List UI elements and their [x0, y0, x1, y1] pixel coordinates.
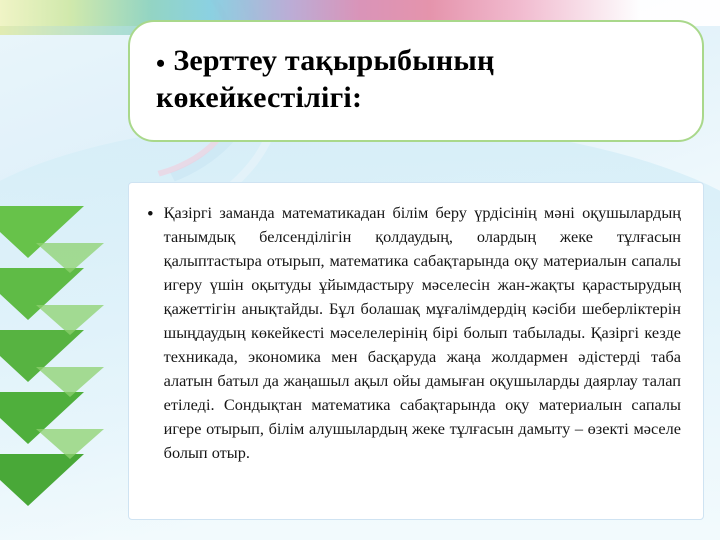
chevron-arrow-small-icon	[36, 243, 104, 273]
chevron-arrow-small-icon	[36, 305, 104, 335]
chevron-arrow-small-icon	[36, 429, 104, 459]
slide-title-card	[128, 20, 704, 142]
page-title	[156, 43, 676, 116]
chevron-arrow-icon	[0, 454, 84, 506]
chevron-arrow-small-icon	[36, 367, 104, 397]
body-bullet-icon: •	[147, 204, 154, 225]
title-bullet-icon: •	[156, 48, 166, 78]
slide-body-card	[128, 182, 704, 520]
body-paragraph: Қазіргі заманда математикадан білім беру үрдісінің мәні оқушылардың танымдық белсенділігін қолдаудың, олардың жеке тұлғасын қалыптастыра отырып, математика сабақтарында оқу материалын сапалы игеру үшін оқытуды ұйымдастыру мәселесін жан-жақты қарастырудың қажеттігін анықтайды. Бұл болашақ мұғалімдердің кәсіби шеберліктерін шыңдаудың көкейкесті мәселелерінің бірі болып табылады. Қазіргі кезде техникада, экономика мен басқаруда жаңа жолдармен әдістерді таба алатын батыл да жаңашыл ақыл ойы дамыған оқушыларды даярлау талап етіледі. Сондықтан математика сабақтарында оқу материалын сапалы игере отырып, білім алушылардың жеке тұлғасын дамыту – өзекті мәселе болып отыр.	[163, 203, 681, 462]
page-title-text: Зерттеу тақырыбының көкейкестілігі:	[156, 44, 495, 114]
